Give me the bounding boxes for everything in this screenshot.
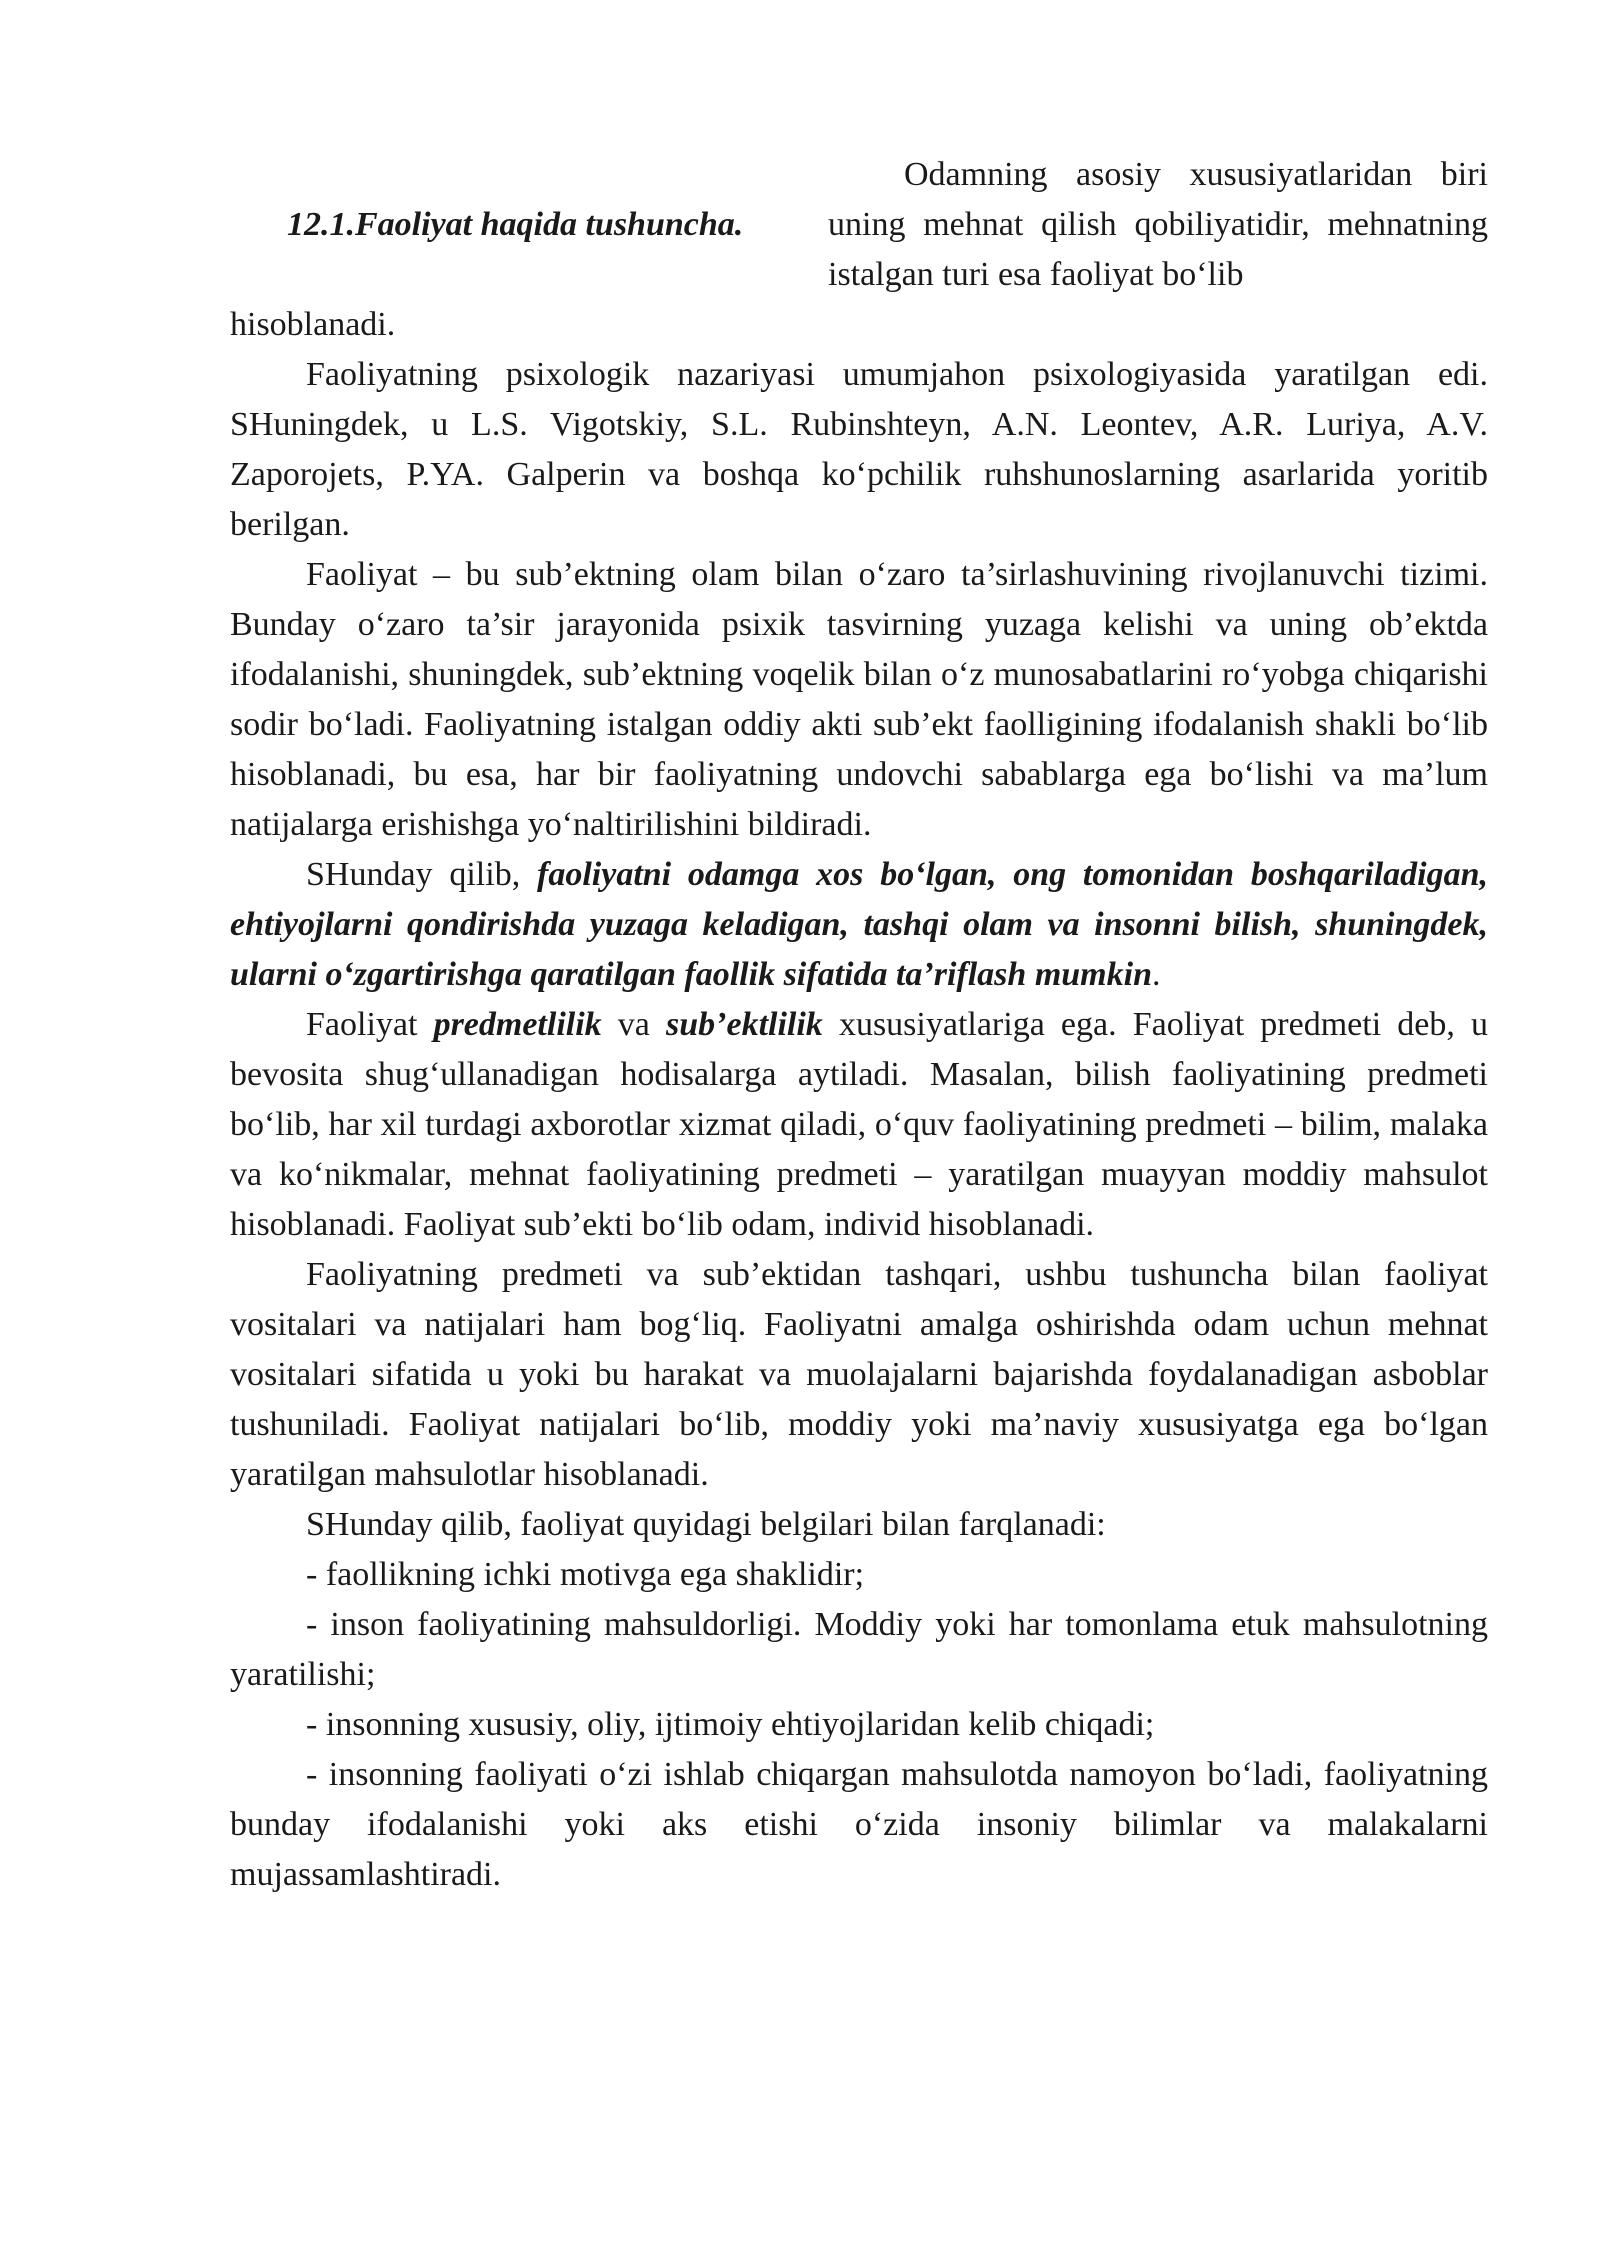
properties-body: xususiyatlariga ega. Faoliyat predmeti deb, u bevosita shug‘ullanadigan hodisalarga aytiladi. Masalan, bilish faoliyatining predmeti bo‘lib, har xil turdagi axborotlar xizmat qiladi, o‘quv faoliyatining predmeti – bilim, malaka va ko‘nikmalar, mehnat faoliyatining predmeti – yaratilgan muayyan moddiy mahsulot hisoblanadi. Faoliyat sub’ekti bo‘lib odam, individ hisoblanadi.	[230, 1006, 1488, 1243]
document-page	[230, 150, 1488, 1900]
list-item: - insonning faoliyati o‘zi ishlab chiqargan mahsulotda namoyon bo‘ladi, faoliyatning bunday ifodalanishi yoki aks etishi o‘zida insoniy bilimlar va malakalarni mujassamlashtiradi.	[230, 1756, 1488, 1893]
definition-end: .	[1151, 956, 1161, 993]
paragraph-means-results: Faoliyatning predmeti va sub’ektidan tashqari, ushbu tushuncha bilan faoliyat vositalari va natijalari ham bog‘liq. Faoliyatni amalga oshirishda odam uchun mehnat vositalari sifatida u yoki bu harakat va muolajalarni bajarishda foydalanadigan asboblar tushuniladi. Faoliyat natijalari bo‘lib, moddiy yoki ma’naviy xususiyatga ega bo‘lgan yaratilgan mahsulotlar hisoblanadi.	[230, 1256, 1488, 1493]
term-subektlilik: sub’ektlilik	[666, 1006, 823, 1043]
paragraph-features-intro: SHunday qilib, faoliyat quyidagi belgilari bilan farqlanadi:	[306, 1506, 1106, 1543]
section-intro	[230, 150, 1488, 300]
list-item: - inson faoliyatining mahsuldorligi. Moddiy yoki har tomonlama etuk mahsulotning yaratilishi;	[230, 1606, 1488, 1693]
properties-lead: Faoliyat	[306, 1006, 434, 1043]
paragraph-properties	[230, 1000, 1488, 1250]
term-predmetlilik: predmetlilik	[433, 1006, 602, 1043]
properties-conj: va	[601, 1006, 667, 1043]
section-heading: 12.1.Faoliyat haqida tushuncha.	[287, 206, 744, 243]
definition-emphasis: faoliyatni odamga xos bo‘lgan, ong tomonidan boshqariladigan, ehtiyojlarni qondirishda yuzaga keladigan, tashqi olam va insonni bilish, shuningdek, ularni o‘zgartirishga qaratilgan faollik sifatida ta’riflash mumkin	[230, 856, 1488, 993]
intro-continuation: hisoblanadi.	[230, 306, 396, 343]
paragraph-theory: Faoliyatning psixologik nazariyasi umumjahon psixologiyasida yaratilgan edi. SHuningdek, u L.S. Vigotskiy, S.L. Rubinshteyn, A.N. Leontev, A.R. Luriya, A.V. Zaporojets, P.YA. Galperin va boshqa ko‘pchilik ruhshunoslarning asarlarida yoritib berilgan.	[230, 356, 1488, 543]
list-item: - faollikning ichki motivga ega shaklidir;	[306, 1556, 865, 1593]
paragraph-definition	[230, 850, 1488, 1000]
definition-lead: SHunday qilib,	[306, 856, 538, 893]
list-item: - insonning xususiy, oliy, ijtimoiy ehtiyojlaridan kelib chiqadi;	[306, 1706, 1155, 1743]
intro-paragraph: Odamning asosiy xususiyatlaridan biri uning mehnat qilish qobiliyatidir, mehnatning istalgan turi esa faoliyat bo‘lib	[828, 156, 1488, 293]
paragraph-definition-system: Faoliyat – bu sub’ektning olam bilan o‘zaro ta’sirlashuvining rivojlanuvchi tizimi. Bunday o‘zaro ta’sir jarayonida psixik tasvirning yuzaga kelishi va uning ob’ektda ifodalanishi, shuningdek, sub’ektning voqelik bilan o‘z munosabatlarini ro‘yobga chiqarishi sodir bo‘ladi. Faoliyatning istalgan oddiy akti sub’ekt faolligining ifodalanish shakli bo‘lib hisoblanadi, bu esa, har bir faoliyatning undovchi sabablarga ega bo‘lishi va ma’lum natijalarga erishishga yo‘naltirilishini bildiradi.	[230, 556, 1488, 843]
